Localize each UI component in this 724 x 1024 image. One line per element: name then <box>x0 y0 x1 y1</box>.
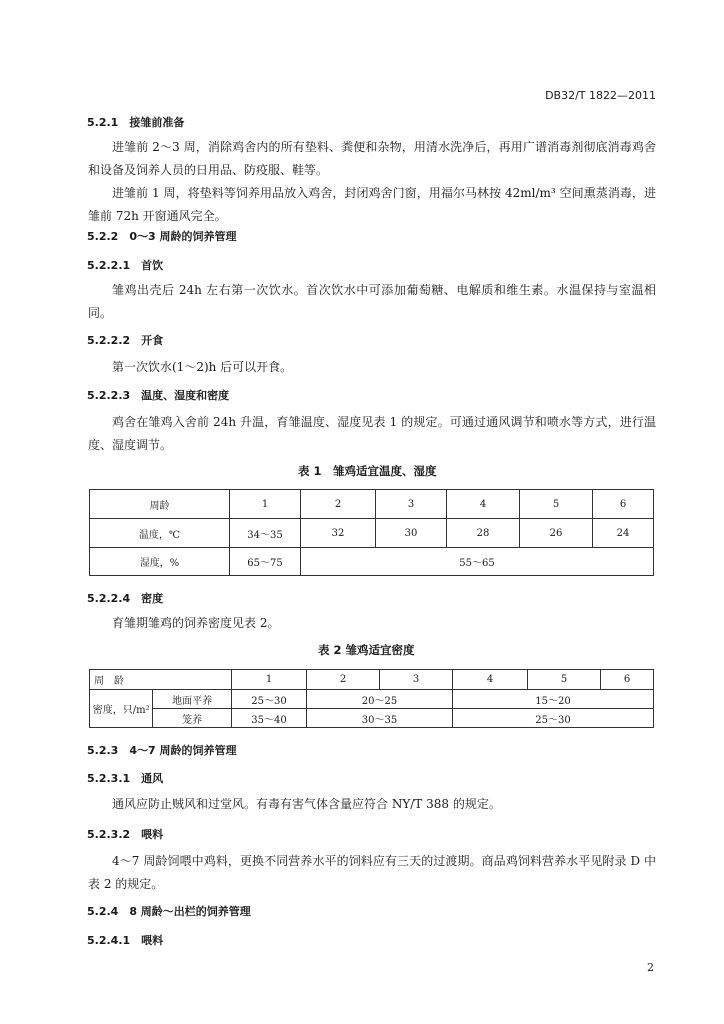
table-cell: 30 <box>376 519 447 548</box>
section-5-2-4-1-title: 5.2.4.1 喂料 <box>87 934 164 947</box>
table-cell: 28 <box>447 519 520 548</box>
table-2-cage-row <box>90 709 654 728</box>
table-cell: 密度，只/m² <box>90 690 153 728</box>
table-2-caption: 表 2 雏鸡适宜密度 <box>318 643 415 657</box>
section-5-2-3-1-title: 5.2.3.1 通风 <box>87 772 164 785</box>
table-cell: 25～30 <box>453 709 654 728</box>
table-cell: 1 <box>230 490 301 519</box>
section-5-2-2-1-paragraph: 雏鸡出壳后 24h 左右第一次饮水。首次饮水中可添加葡萄糖、电解质和维生素。水温保持与室温相同。 <box>88 283 656 320</box>
table-cell: 25～30 <box>232 690 307 709</box>
table-cell: 15～20 <box>453 690 654 709</box>
document-code: DB32/T 1822—2011 <box>545 89 656 102</box>
table-2-header-row <box>90 670 654 690</box>
table-cell: 6 <box>601 670 654 690</box>
table-cell: 24 <box>593 519 654 548</box>
section-5-2-2-4-title: 5.2.2.4 密度 <box>87 592 164 605</box>
section-5-2-4-title: 5.2.4 8 周龄～出栏的饲养管理 <box>87 905 251 918</box>
section-5-2-3-2-title: 5.2.3.2 喂料 <box>87 828 164 841</box>
table-cell: 3 <box>380 670 453 690</box>
page-number: 2 <box>647 961 654 974</box>
table-cell: 20～25 <box>307 690 453 709</box>
table-1 <box>89 489 654 576</box>
table-cell: 地面平养 <box>153 690 232 709</box>
table-cell: 湿度，% <box>90 548 230 576</box>
table-cell: 1 <box>232 670 307 690</box>
table-cell: 温度，℃ <box>90 519 230 548</box>
table-cell: 周龄 <box>90 490 230 519</box>
table-cell: 5 <box>528 670 601 690</box>
table-1-humidity-row <box>90 548 654 576</box>
table-2 <box>89 669 654 728</box>
section-5-2-2-2-paragraph: 第一次饮水(1～2)h 后可以开食。 <box>112 360 293 374</box>
table-cell: 4 <box>447 490 520 519</box>
table-cell: 65～75 <box>230 548 301 576</box>
table-1-temperature-row <box>90 519 654 548</box>
table-cell: 5 <box>520 490 593 519</box>
table-cell: 35～40 <box>232 709 307 728</box>
section-5-2-3-2-paragraph: 4～7 周龄饲喂中鸡料，更换不同营养水平的饲料应有三天的过渡期。商品鸡饲料营养水平见附录 D 中表 2 的规定。 <box>88 854 656 891</box>
section-5-2-2-title: 5.2.2 0～3 周龄的饲养管理 <box>87 230 237 243</box>
table-cell: 26 <box>520 519 593 548</box>
section-5-2-2-2-title: 5.2.2.2 开食 <box>87 334 164 347</box>
table-1-caption: 表 1 雏鸡适宜温度、湿度 <box>298 464 437 478</box>
table-cell: 55～65 <box>301 548 654 576</box>
table-2-floor-row <box>90 690 654 709</box>
table-cell: 2 <box>301 490 376 519</box>
section-5-2-2-3-paragraph: 鸡舍在雏鸡入舍前 24h 升温，育雏温度、湿度见表 1 的规定。可通过通风调节和喷水等方式，进行温度、湿度调节。 <box>88 415 656 452</box>
section-5-2-2-4-paragraph: 育雏期雏鸡的饲养密度见表 2。 <box>112 616 280 630</box>
table-cell: 周 龄 <box>90 670 232 690</box>
section-5-2-1-title: 5.2.1 接雏前准备 <box>87 116 185 129</box>
table-cell: 30～35 <box>307 709 453 728</box>
table-cell: 笼养 <box>153 709 232 728</box>
table-cell: 32 <box>301 519 376 548</box>
section-5-2-3-title: 5.2.3 4～7 周龄的饲养管理 <box>87 744 237 757</box>
table-cell: 4 <box>453 670 528 690</box>
table-cell: 34～35 <box>230 519 301 548</box>
section-5-2-2-1-title: 5.2.2.1 首饮 <box>87 259 164 272</box>
section-5-2-3-1-paragraph: 通风应防止贼风和过堂风。有毒有害气体含量应符合 NY/T 388 的规定。 <box>112 797 501 811</box>
table-cell: 3 <box>376 490 447 519</box>
table-cell: 2 <box>307 670 380 690</box>
section-5-2-1-paragraph-2: 进雏前 1 周，将垫料等饲养用品放入鸡舍，封闭鸡舍门窗，用福尔马林按 42ml/m³ 空间熏蒸消毒，进雏前 72h 开窗通风完全。 <box>88 186 656 223</box>
section-5-2-1-paragraph-1: 进雏前 2～3 周，消除鸡舍内的所有垫料、粪便和杂物，用清水洗净后，再用广谱消毒剂彻底消毒鸡舍和设备及饲养人员的日用品、防疫服、鞋等。 <box>88 140 656 177</box>
table-1-header-row <box>90 490 654 519</box>
table-cell: 6 <box>593 490 654 519</box>
section-5-2-2-3-title: 5.2.2.3 温度、湿度和密度 <box>87 389 230 402</box>
